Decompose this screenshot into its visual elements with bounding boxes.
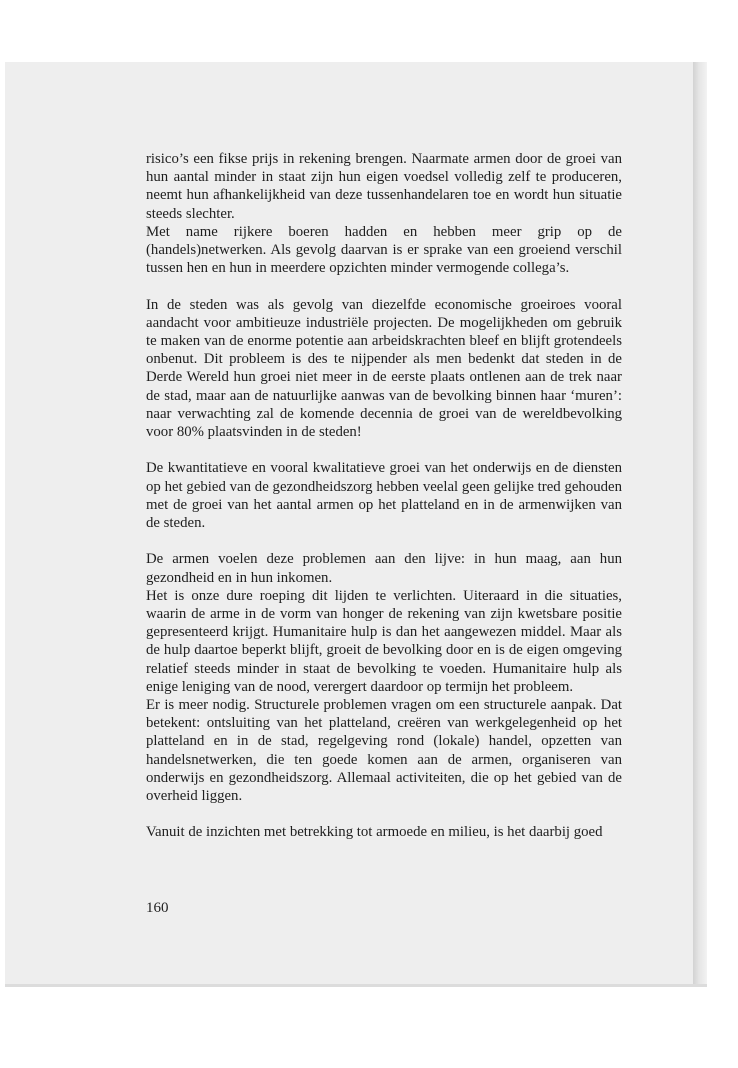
paragraph-3: In de steden was als gevolg van diezelfde economische groeiroes vooral aandacht voor ambitieuze industriële projecten. De mogelijkheden om gebruik te maken van de enorme potentie aan arbeidskrachten bleef en blijft grotendeels onbenut. Dit probleem is des te nijpender als men bedenkt dat steden in de Derde Wereld hun groei niet meer in de eerste plaats ontlenen aan de trek naar de stad, maar aan de natuurlijke aanwas van de bevolking binnen haar ‘muren’: naar verwachting zal de komende decennia de groei van de wereldbevolking voor 80% plaatsvinden in de steden! <box>146 296 622 441</box>
paragraph-2: Met name rijkere boeren hadden en hebben meer grip op de (handels)netwerken. Als gevolg daarvan is er sprake van een groeiend verschil tussen hen en hun in meerdere opzichten minder vermogende collega’s. <box>146 223 622 277</box>
paragraph-gap <box>146 805 622 823</box>
paragraph-5: De armen voelen deze problemen aan den lijve: in hun maag, aan hun gezondheid en in hun inkomen. <box>146 551 622 586</box>
paragraph-gap <box>146 532 622 550</box>
paragraph-6: Het is onze dure roeping dit lijden te verlichten. Uiteraard in die situaties, waarin de arme in de vorm van honger de rekening van zijn kwetsbare positie gepresenteerd krijgt. Humanitaire hulp is dan het aangewezen middel. Maar als de hulp daartoe beperkt blijft, groeit de bevolking door en is de eigen omgeving relatief steeds minder in staat de bevolking te voeden. Humanitaire hulp als enige leniging van de nood, verergert daardoor op termijn het probleem. <box>146 587 622 695</box>
paragraph-gap <box>146 277 622 295</box>
page-edge <box>693 62 707 984</box>
paragraph-1: risico’s een fikse prijs in rekening brengen. Naarmate armen door de groei van hun aantal minder in staat zijn hun eigen voedsel volledig zelf te produceren, neemt hun afhankelijkheid van deze tussenhandelaren toe en wordt hun situatie steeds slechter. <box>146 151 622 222</box>
paragraph-4: De kwantitatieve en vooral kwalitatieve groei van het onderwijs en de diensten op het gebied van de gezondheidszorg hebben veelal geen gelijke tred gehouden met de groei van het aantal armen op het platteland en in de armenwijken van de steden. <box>146 460 622 532</box>
page-number: 160 <box>146 900 169 916</box>
body-text <box>146 150 622 842</box>
paragraph-7: Er is meer nodig. Structurele problemen vragen om een structurele aanpak. Dat betekent: ontsluiting van het platteland, creëren van werkgelegenheid op het platteland en in de stad, regelgeving rond (lokale) handel, opzetten van handelsnetwerken, die ten goede komen aan de armen, organiseren van onderwijs en gezondheidszorg. Allemaal activiteiten, die op het gebied van de overheid liggen. <box>146 697 622 805</box>
paragraph-gap <box>146 441 622 459</box>
paragraph-8: Vanuit de inzichten met betrekking tot armoede en milieu, is het daarbij goed <box>146 824 603 841</box>
page-bottom-edge <box>5 984 707 987</box>
